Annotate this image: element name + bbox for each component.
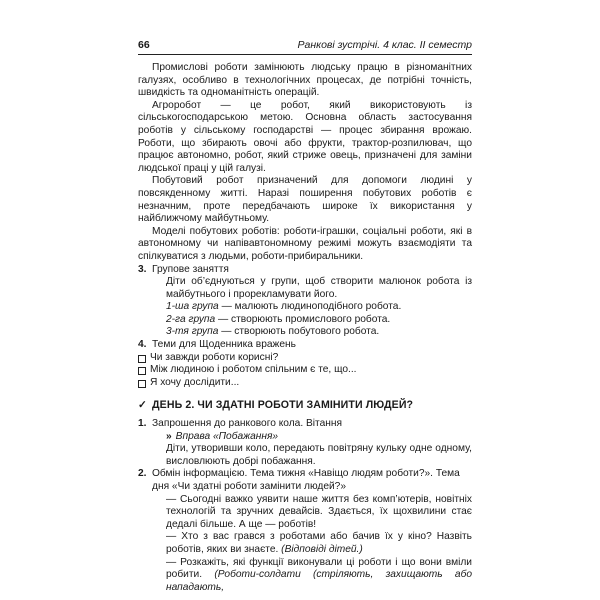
page-header [138,38,472,55]
item-title: Групове заняття [152,263,229,275]
item-title: Обмін інформацією. Тема тижня «Навіщо людям роботи?». Тема дня «Чи здатні роботи замінити людей?» [152,468,460,492]
checkbox-icon [138,380,146,388]
item-title: Запрошення до ранкового кола. Вітання [152,418,343,430]
group-line: 1-ша група — малюють людиноподібного робота. [166,301,402,313]
paragraph: Моделі побутових роботів: роботи-іграшки, соціальні роботи, які в автономному чи напівавтономному режимі можуть взаємодіяти та спілкуватися з людьми, роботи-прибиральники. [138,225,472,262]
paragraph: Агроробот — це робот, який використовують із сільськогосподарською метою. Основна область застосування роботів у сільському господарстві — процес збирання врожаю. Роботи, що збирають овочі або фрукти, трактор-розпилювач, що працює автономно, робот, який стриже овець, призначені для заміни людської праці у цій галузі. [138,99,472,174]
list-item: Між людиною і роботом спільним є те, що... [138,364,472,377]
item-number: 3. [138,263,147,275]
page-number: 66 [138,39,150,51]
paragraph: — Хто з вас грався з роботами або бачив їх у кіно? Назвіть роботів, яких ви знаєте. (Відповіді дітей.) [166,531,472,555]
section-heading [138,339,472,352]
list-item: Я хочу дослідити... [138,377,472,390]
paragraph: Побутовий робот призначений для допомоги людині у повсякденному житті. Наразі поширення побутових роботів є незначним, проте передбачають широке їх використання у найближчому майбутньому. [138,175,472,225]
group-line: 2-га група — створюють промислового робота. [166,313,391,325]
day-heading: ✓ ДЕНЬ 2. ЧИ ЗДАТНІ РОБОТИ ЗАМІНИТИ ЛЮДЕЙ? [138,399,414,412]
list-item: Чи завжди роботи корисні? [138,352,472,365]
paragraph: Промислові роботи замінюють людську працю в різноманітних галузях, особливо в технологічних процесах, де потрібні точність, швидкість та одноманітність операцій. [138,62,472,99]
exercise-line: » Вправа «Побажання» [166,430,279,442]
section-heading [138,418,472,431]
paragraph: — Розкажіть, які функції виконували ці роботи і що вони вміли робити. (Роботи-солдати (стріляють, захищають або нападають, [166,556,472,593]
running-title: Ранкові зустрічі. 4 клас. ІІ семестр [297,39,472,51]
page-body [138,62,472,594]
section-heading [138,468,472,493]
checkbox-icon [138,355,146,363]
paragraph: — Сьогодні важко уявити наше життя без комп’ютерів, новітніх технологій та зручних девайсів. Здається, їх щохвилини стає дедалі більше. А ще — роботів! [166,493,472,530]
item-number: 1. [138,418,147,430]
item-number: 4. [138,339,147,351]
paragraph: Діти, утворивши коло, передають повітряну кульку одне одному, висловлюють добрі побажання. [166,443,472,467]
group-line: 3-тя група — створюють побутового робота. [166,326,380,338]
checkbox-icon [138,367,146,375]
section-heading [138,264,472,277]
item-title: Теми для Щоденника вражень [152,339,296,351]
arrow-icon: » [166,430,172,442]
paragraph: Діти об’єднуються у групи, щоб створити малюнок робота із майбутнього і прорекламувати його. [166,276,472,300]
item-number: 2. [138,468,147,480]
checkmark-icon: ✓ [138,399,147,412]
